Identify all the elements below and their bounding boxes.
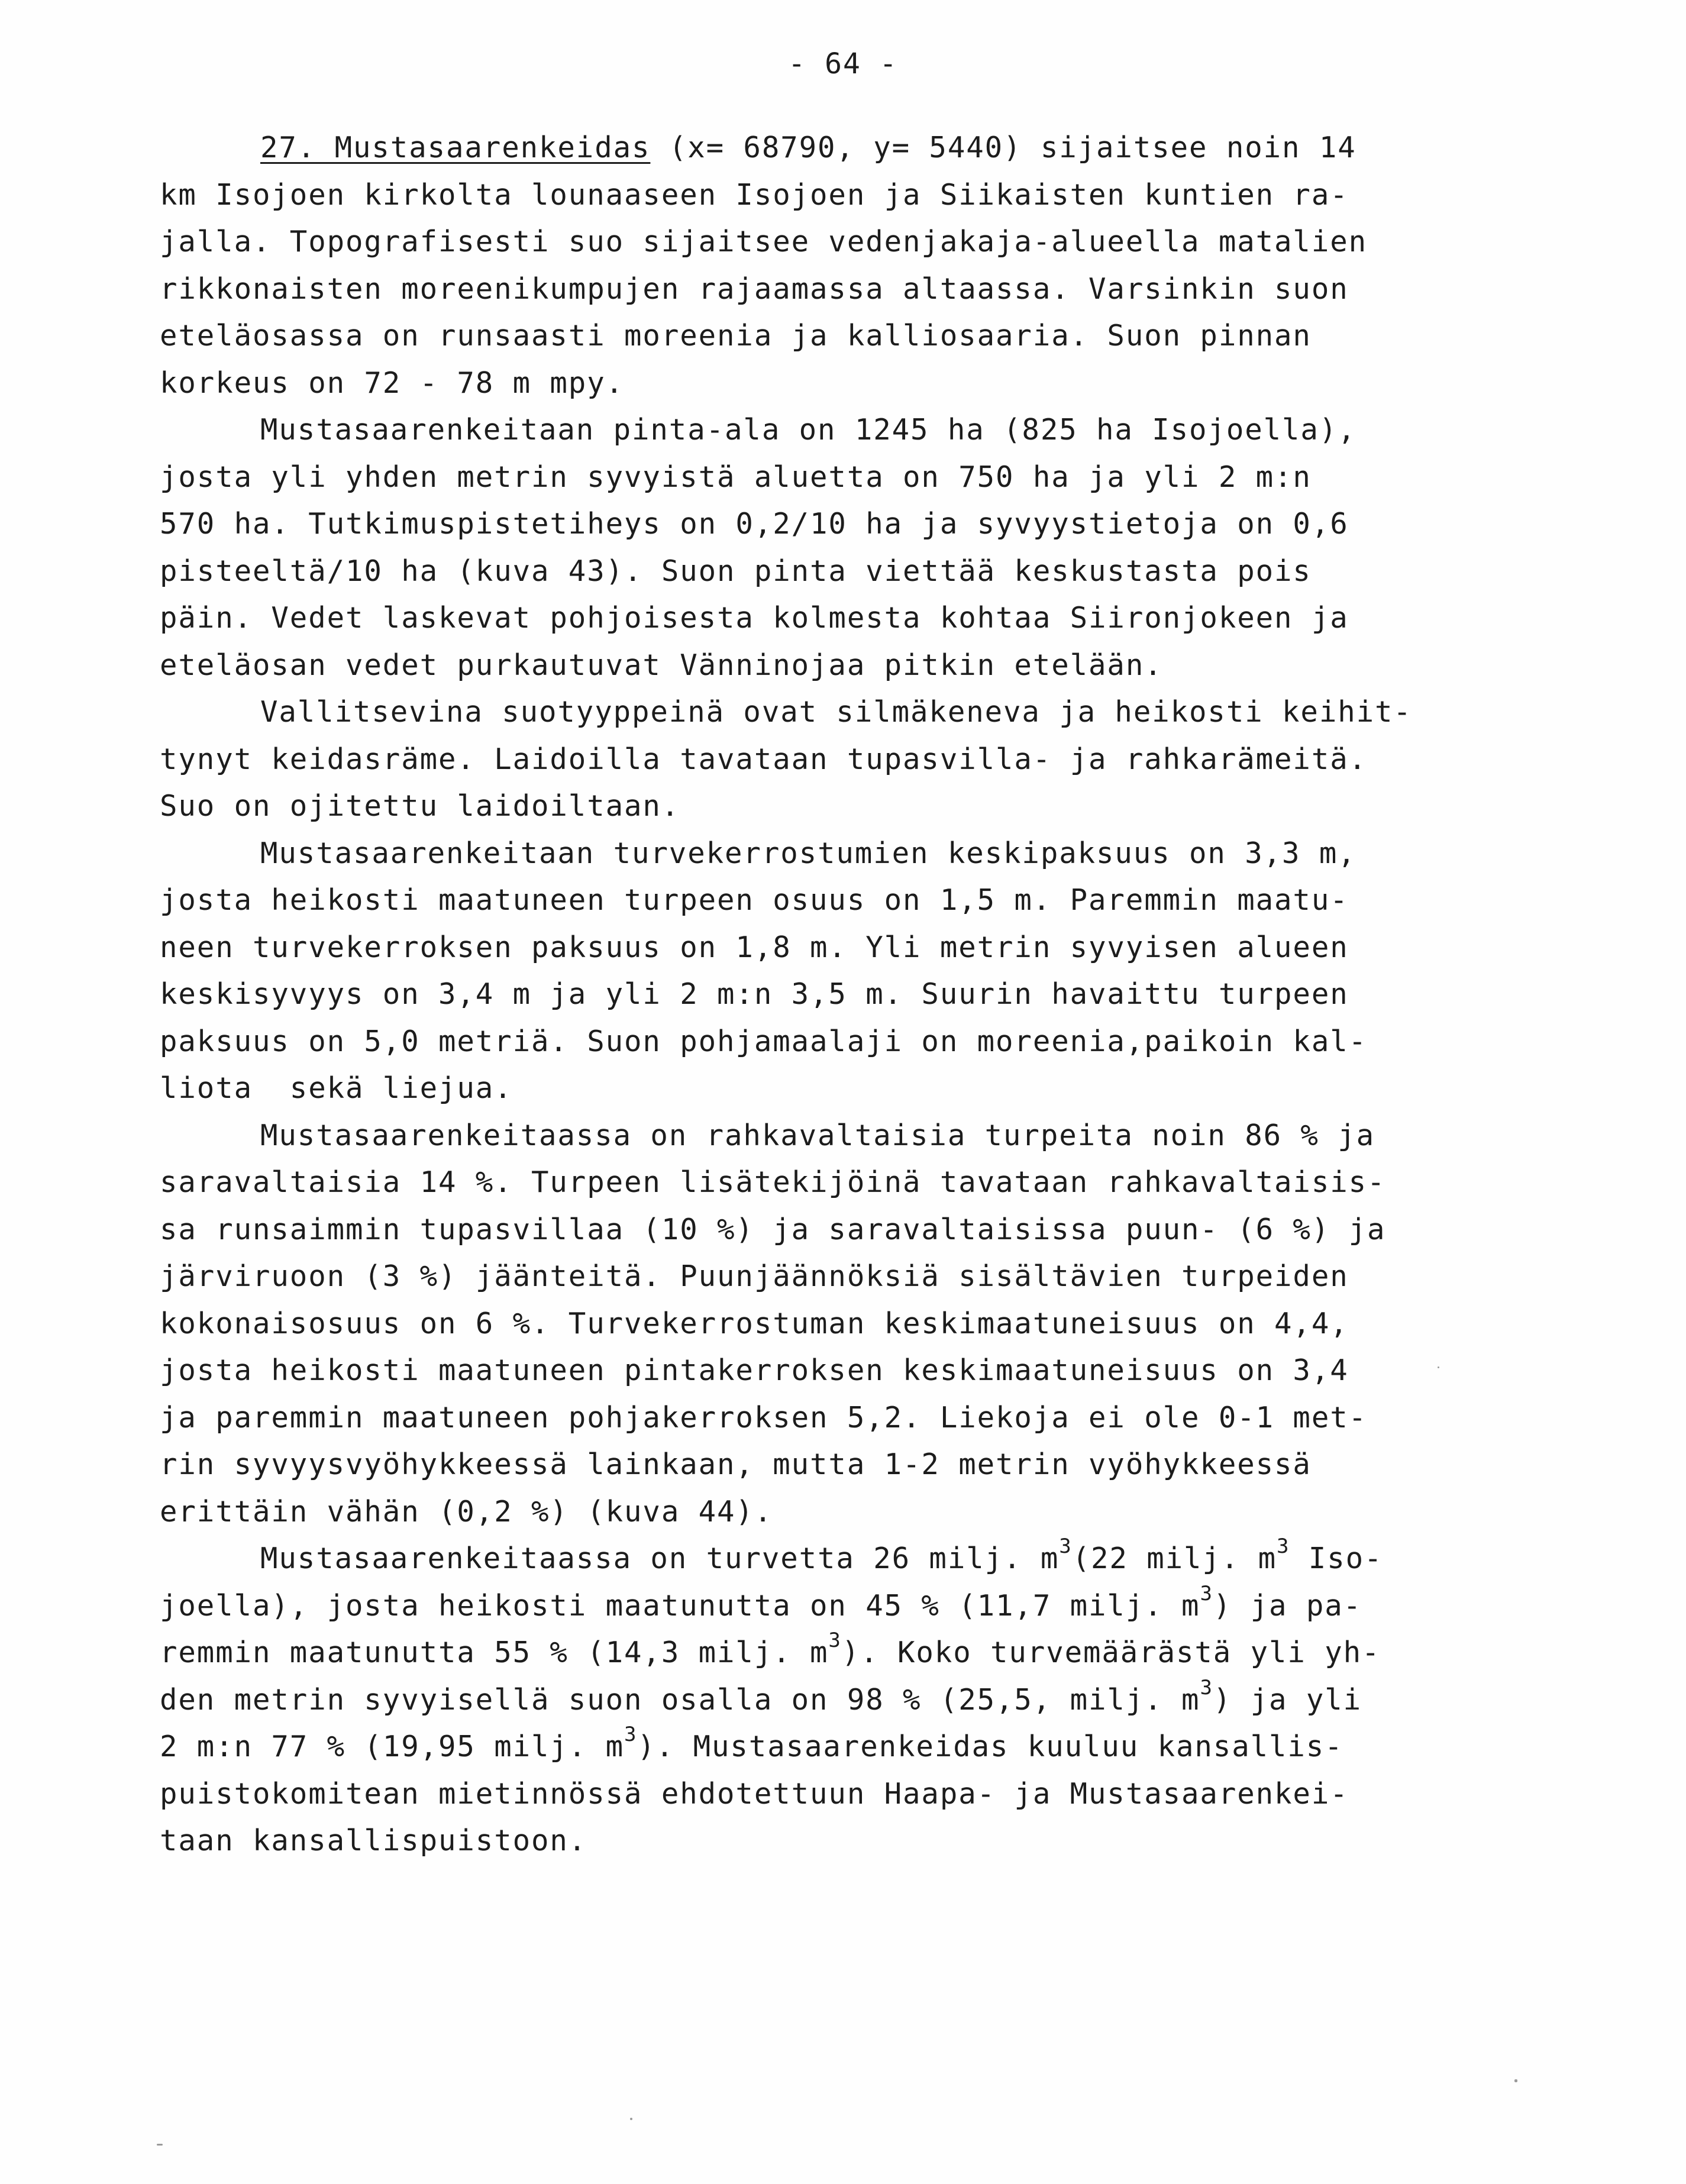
text-line (160, 1441, 1520, 1488)
text-line (160, 454, 1520, 501)
text-line (160, 1629, 1520, 1676)
text-segment: pisteeltä/10 ha (kuva 43). Suon pinta viettää keskustasta pois (160, 554, 1312, 588)
text-segment: remmin maatunutta 55 % (14,3 milj. m (160, 1636, 829, 1669)
text-segment: josta heikosti maatuneen turpeen osuus on 1,5 m. Paremmin maatu- (160, 883, 1349, 917)
text-segment: Suo on ojitettu laidoiltaan. (160, 789, 680, 823)
scan-speck (1438, 1366, 1439, 1368)
text-segment: keskisyvyys on 3,4 m ja yli 2 m:n 3,5 m. Suurin havaittu turpeen (160, 977, 1349, 1011)
text-segment: jalla. Topografisesti suo sijaitsee vedenjakaja-alueella matalien (160, 225, 1368, 259)
superscript: 3 (1200, 1581, 1213, 1605)
text-line (160, 1065, 1520, 1112)
text-line (160, 783, 1520, 830)
text-line (160, 312, 1520, 360)
scan-speck (630, 2118, 632, 2120)
text-segment: neen turvekerroksen paksuus on 1,8 m. Yli metrin syvyisen alueen (160, 930, 1349, 964)
text-segment: 570 ha. Tutkimuspistetiheys on 0,2/10 ha ja syvyystietoja on 0,6 (160, 507, 1349, 541)
text-segment: (22 milj. m (1072, 1542, 1277, 1575)
text-segment: Mustasaarenkeitaassa on rahkavaltaisia turpeita noin 86 % ja (260, 1118, 1375, 1152)
text-line (160, 1300, 1520, 1348)
scan-speck (157, 2144, 163, 2146)
text-line (160, 1676, 1520, 1724)
text-line (160, 1112, 1520, 1159)
text-line (160, 595, 1520, 642)
text-segment: ). Mustasaarenkeidas kuuluu kansallis- (637, 1730, 1343, 1763)
text-segment: 2 m:n 77 % (19,95 milj. m (160, 1730, 625, 1763)
text-segment: päin. Vedet laskevat pohjoisesta kolmesta kohtaa Siironjokeen ja (160, 601, 1349, 635)
superscript: 3 (1277, 1534, 1290, 1558)
text-line (160, 500, 1520, 548)
text-line (160, 642, 1520, 689)
text-line (160, 1582, 1520, 1630)
superscript: 3 (1200, 1675, 1213, 1700)
text-line (160, 1347, 1520, 1394)
text-segment: korkeus on 72 - 78 m mpy. (160, 366, 625, 400)
text-segment: saravaltaisia 14 %. Turpeen lisätekijöinä tavataan rahkavaltaisis- (160, 1165, 1386, 1199)
body-text (160, 124, 1520, 1865)
text-line (160, 830, 1520, 877)
text-line (160, 689, 1520, 736)
section-heading: 27. Mustasaarenkeidas (260, 131, 651, 164)
text-line (160, 172, 1520, 219)
superscript: 3 (1059, 1534, 1073, 1558)
text-line (160, 124, 1520, 172)
text-line (160, 548, 1520, 595)
text-segment: sa runsaimmin tupasvillaa (10 %) ja saravaltaisissa puun- (6 %) ja (160, 1212, 1386, 1246)
text-line (160, 877, 1520, 924)
text-segment: Mustasaarenkeitaan turvekerrostumien keskipaksuus on 3,3 m, (260, 836, 1356, 870)
superscript: 3 (624, 1723, 638, 1746)
text-line (160, 1771, 1520, 1818)
text-segment: eteläosan vedet purkautuvat Vänninojaa pitkin etelään. (160, 648, 1163, 682)
text-line (160, 1018, 1520, 1065)
text-segment: tynyt keidasräme. Laidoilla tavataan tupasvilla- ja rahkarämeitä. (160, 742, 1368, 776)
text-segment: ). Koko turvemäärästä yli yh- (841, 1636, 1381, 1669)
text-line (160, 1394, 1520, 1442)
text-segment: eteläosassa on runsaasti moreenia ja kalliosaaria. Suon pinnan (160, 319, 1312, 353)
text-line (160, 1817, 1520, 1865)
text-line (160, 1206, 1520, 1253)
superscript: 3 (828, 1629, 842, 1652)
text-line (160, 360, 1520, 407)
text-line (160, 266, 1520, 313)
text-line (160, 736, 1520, 783)
text-line (160, 971, 1520, 1018)
text-segment: (x= 68790, y= 5440) sijaitsee noin 14 (650, 131, 1356, 164)
text-segment: ) ja yli (1213, 1682, 1362, 1717)
text-line (160, 924, 1520, 971)
text-line (160, 218, 1520, 266)
scan-speck (1514, 2079, 1517, 2082)
text-segment: paksuus on 5,0 metriä. Suon pohjamaalaji on moreenia,paikoin kal- (160, 1024, 1368, 1058)
text-segment: Mustasaarenkeitaan pinta-ala on 1245 ha (825 ha Isojoella), (260, 413, 1356, 447)
text-segment: Vallitsevina suotyyppeinä ovat silmäkeneva ja heikosti keihit- (260, 695, 1412, 729)
text-segment: erittäin vähän (0,2 %) (kuva 44). (160, 1494, 773, 1529)
text-line (160, 1535, 1520, 1582)
text-segment: ja paremmin maatuneen pohjakerroksen 5,2. Liekoja ei ole 0-1 met- (160, 1400, 1368, 1435)
text-line (160, 1253, 1520, 1300)
text-segment: kokonaisosuus on 6 %. Turvekerrostuman keskimaatuneisuus on 4,4, (160, 1306, 1349, 1340)
text-segment: den metrin syvyisellä suon osalla on 98 % (25,5, milj. m (160, 1682, 1200, 1717)
text-segment: liota sekä liejua. (160, 1071, 513, 1105)
text-segment: järviruoon (3 %) jäänteitä. Puunjäännöksiä sisältävien turpeiden (160, 1259, 1349, 1293)
text-segment: Mustasaarenkeitaassa on turvetta 26 milj. m (260, 1542, 1060, 1575)
text-segment: josta heikosti maatuneen pintakerroksen keskimaatuneisuus on 3,4 (160, 1353, 1349, 1387)
text-segment: rikkonaisten moreenikumpujen rajaamassa altaassa. Varsinkin suon (160, 272, 1349, 306)
text-segment: ) ja pa- (1213, 1588, 1362, 1623)
text-segment: km Isojoen kirkolta lounaaseen Isojoen ja Siikaisten kuntien ra- (160, 177, 1349, 212)
page-number: - 64 - (788, 47, 898, 80)
text-segment: taan kansallispuistoon. (160, 1824, 587, 1857)
text-line (160, 1488, 1520, 1536)
text-segment: rin syvyysvyöhykkeessä lainkaan, mutta 1-2 metrin vyöhykkeessä (160, 1448, 1312, 1481)
text-line (160, 406, 1520, 454)
text-segment: joella), josta heikosti maatunutta on 45 % (11,7 milj. m (160, 1588, 1200, 1623)
text-line (160, 1159, 1520, 1206)
text-segment: Iso- (1290, 1542, 1383, 1575)
text-line (160, 1723, 1520, 1771)
text-segment: puistokomitean mietinnössä ehdotettuun Haapa- ja Mustasaarenkei- (160, 1776, 1349, 1811)
text-segment: josta yli yhden metrin syvyistä aluetta on 750 ha ja yli 2 m:n (160, 460, 1312, 494)
